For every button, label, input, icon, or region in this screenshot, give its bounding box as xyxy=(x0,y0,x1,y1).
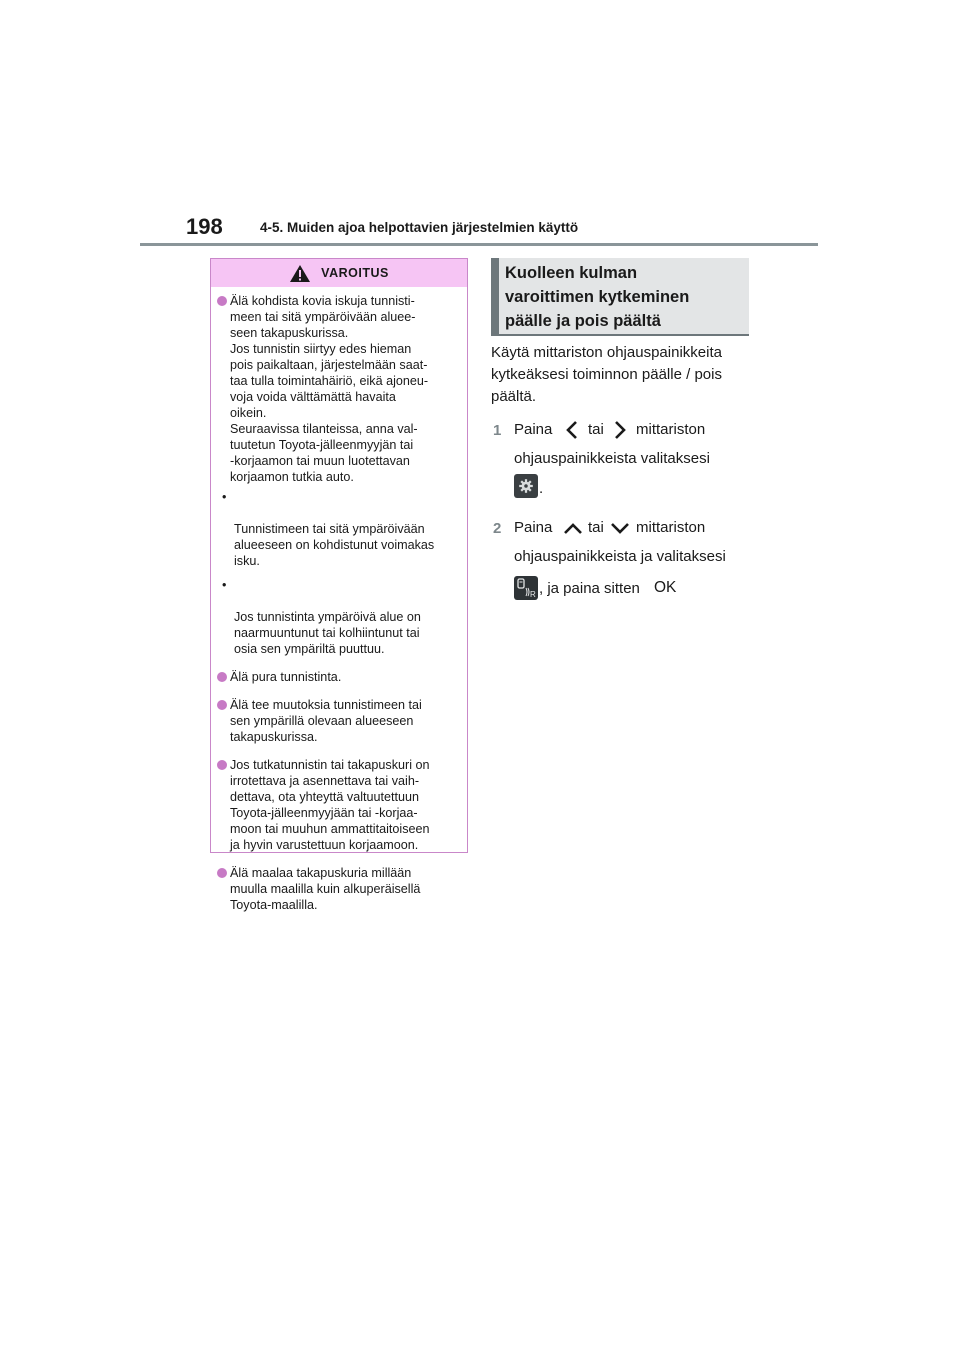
section-title: Kuolleen kulman varoittimen kytkeminen päälle ja pois päältä xyxy=(505,264,690,330)
step-text-press: Paina xyxy=(514,519,553,536)
pink-circle-bullet xyxy=(217,296,227,306)
step-text-target: mittariston xyxy=(636,519,706,536)
svg-text:R: R xyxy=(530,590,536,599)
step-text-target: mittariston xyxy=(636,421,706,438)
ok-button-label: OK xyxy=(654,579,677,596)
section-heading-box xyxy=(491,258,749,336)
pink-circle-bullet xyxy=(217,672,227,682)
warning-title: VAROITUS xyxy=(321,266,389,280)
page-number: 198 xyxy=(186,214,223,239)
pink-circle-bullet xyxy=(217,700,227,710)
warning-box xyxy=(210,258,468,912)
warning-subitem-text: Jos tunnistinta ympäröivä alue on naarmuuntunut tai kolhiintunut tai osia sen ympäriltä puuttuu. xyxy=(234,610,421,656)
blind-spot-monitor-icon xyxy=(514,576,538,600)
chevron-up-icon xyxy=(563,522,583,536)
chevron-down-icon xyxy=(610,521,630,535)
warning-subitem xyxy=(217,577,457,657)
bullet-dot: • xyxy=(222,578,227,592)
warning-header xyxy=(211,259,467,287)
section-intro: Käytä mittariston ohjauspainikkeita kytkeäksesi toiminnon päälle / pois päältä. xyxy=(491,344,722,405)
pink-circle-bullet xyxy=(217,868,227,878)
chapter-title: 4-5. Muiden ajoa helpottavien järjestelmien käyttö xyxy=(260,220,579,235)
warning-item xyxy=(217,669,457,685)
step-number: 1 xyxy=(493,422,502,439)
warning-item-text: Älä kohdista kovia iskuja tunnisti- meen tai sitä ympäröivään aluee- seen takapuskurissa. Jos tunnistin siirtyy edes hieman pois paikaltaan, järjestelmään saat- taa tulla toimintahäiriö, eikä ajoneu- voja voida välttämättä havaita oikein. Seuraavissa tilanteissa, anna val- tuutetun Toyota-jälleenmyyjän tai -korjaamon tai muun luotettavan korjaamon tutkia auto. xyxy=(230,294,429,484)
warning-item xyxy=(217,865,457,913)
chevron-right-icon xyxy=(613,420,627,440)
pink-circle-bullet xyxy=(217,760,227,770)
warning-item xyxy=(217,697,457,745)
step-text-end: . xyxy=(539,480,544,497)
warning-item-text: Jos tutkatunnistin tai takapuskuri on irrotettava ja asennettava tai vaih- dettava, ota yhteyttä valtuutettuun Toyota-jälleenmyyjään tai -korjaa- moon tai muuhun ammattitaitoiseen ja hyvin varustettuun korjaamoon. xyxy=(230,758,430,852)
gear-icon xyxy=(514,474,538,498)
step-text-end: , ja paina sitten xyxy=(539,580,640,597)
step-text-line2: ohjauspainikkeista ja valitaksesi xyxy=(514,548,726,565)
warning-item xyxy=(217,293,457,657)
step-number: 2 xyxy=(493,520,502,537)
warning-item xyxy=(217,757,457,853)
page-header xyxy=(140,212,818,246)
step-text-line2: ohjauspainikkeista valitaksesi xyxy=(514,450,710,467)
warning-subitem xyxy=(217,489,457,569)
warning-subitem-text: Tunnistimeen tai sitä ympäröivään alueeseen on kohdistunut voimakas isku. xyxy=(234,522,435,568)
step-text-or: tai xyxy=(588,421,604,438)
step-text-press: Paina xyxy=(514,421,553,438)
chevron-left-icon xyxy=(565,420,579,440)
warning-body xyxy=(211,287,467,913)
header-divider xyxy=(140,243,818,246)
step-text-or: tai xyxy=(588,519,604,536)
bullet-dot: • xyxy=(222,490,227,504)
warning-item-text: Älä pura tunnistinta. xyxy=(230,670,342,684)
warning-item-text: Älä tee muutoksia tunnistimeen tai sen ympärillä olevaan alueeseen takapuskurissa. xyxy=(230,698,422,744)
warning-item-text: Älä maalaa takapuskuria millään muulla maalilla kuin alkuperäisellä Toyota-maalilla. xyxy=(230,866,421,912)
warning-triangle-icon xyxy=(289,264,311,283)
